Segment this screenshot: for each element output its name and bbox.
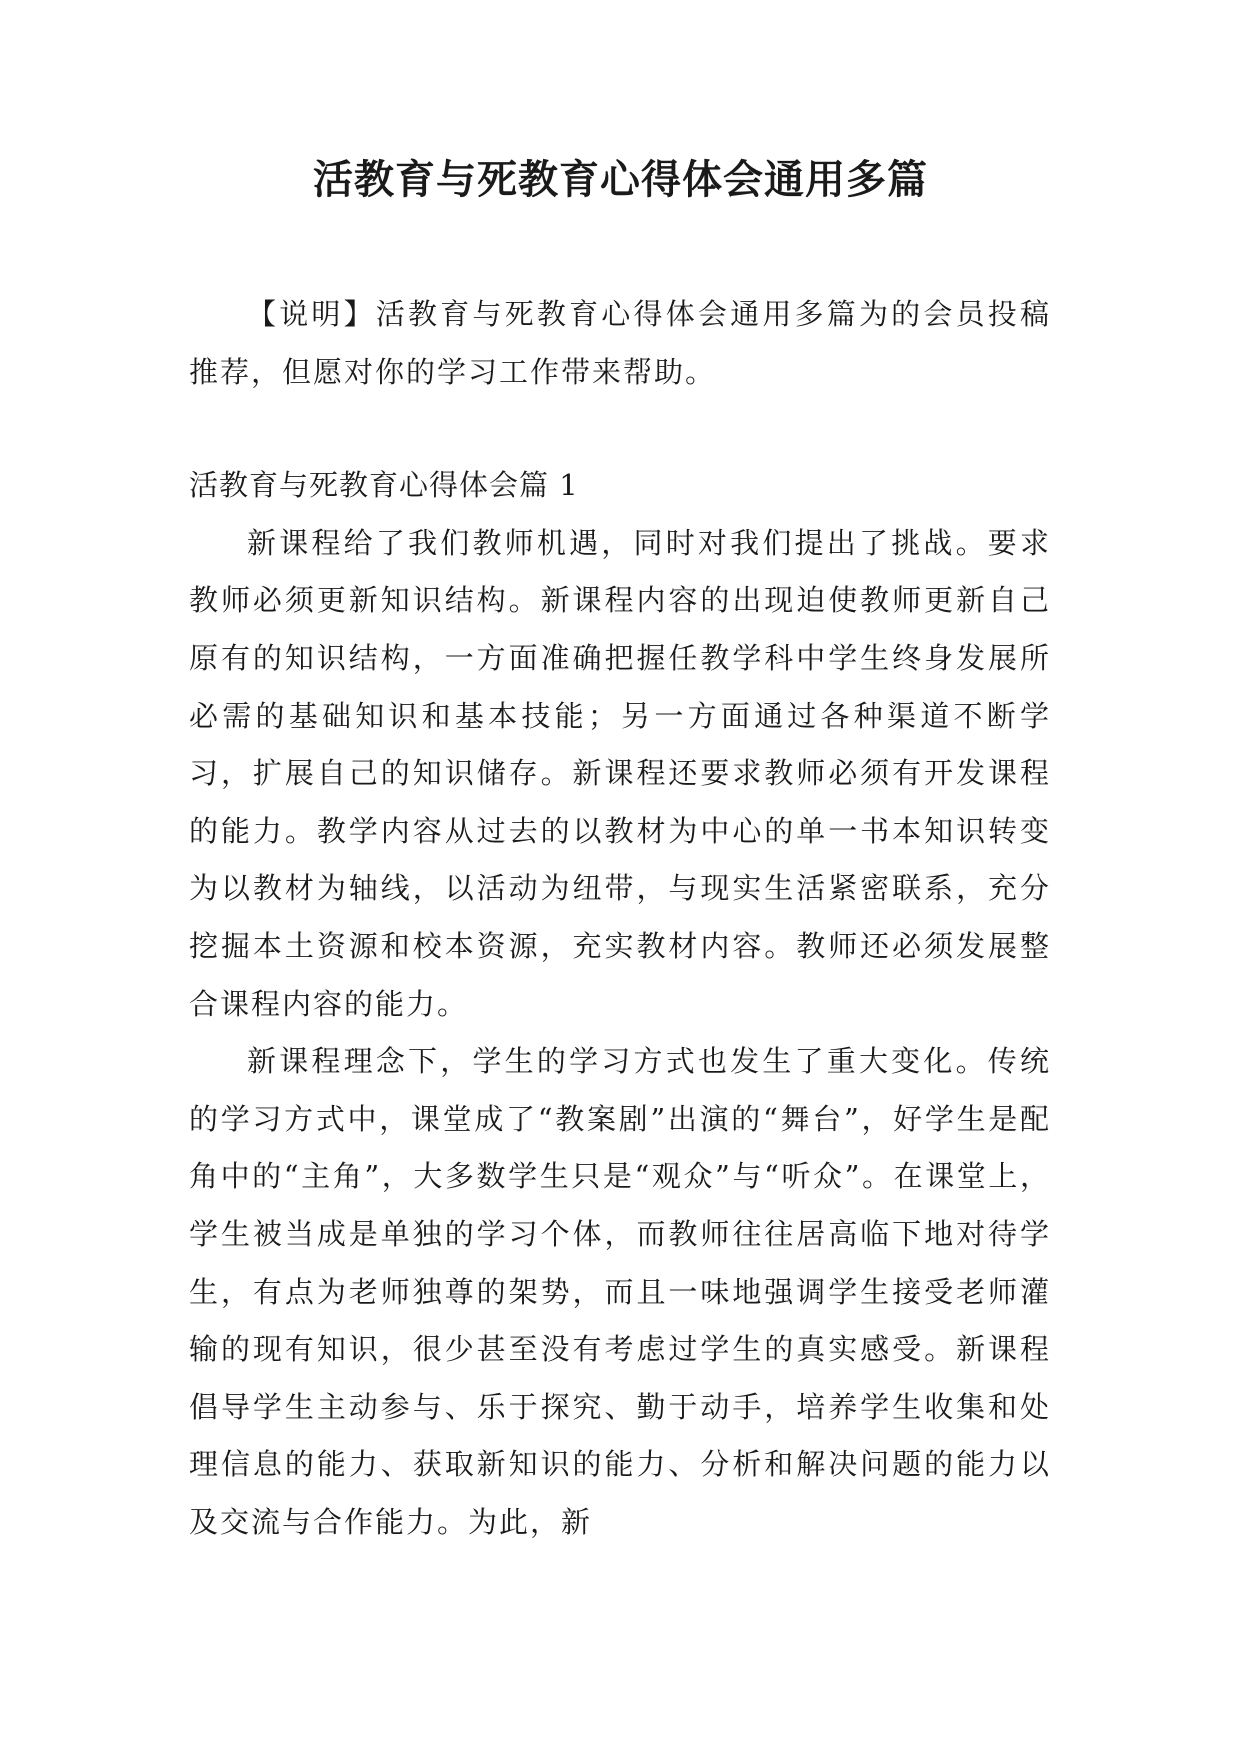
section-1 (189, 457, 1051, 1551)
note-paragraph: 【说明】活教育与死教育心得体会通用多篇为的会员投稿推荐，但愿对你的学习工作带来帮助。 (189, 297, 1051, 389)
section-heading: 活教育与死教育心得体会篇 1 (189, 468, 579, 503)
document-title: 活教育与死教育心得体会通用多篇 (313, 157, 928, 203)
body-paragraph-2: 新课程理念下，学生的学习方式也发生了重大变化。传统的学习方式中，课堂成了“教案剧”出演的“舞台”，好学生是配角中的“主角”，大多数学生只是“观众”与“听众”。在课堂上，学生被当成是单独的学习个体，而教师往往居高临下地对待学生，有点为老师独尊的架势，而且一味地强调学生接受老师灌输的现有知识，很少甚至没有考虑过学生的真实感受。新课程倡导学生主动参与、乐于探究、勤于动手，培养学生收集和处理信息的能力、获取新知识的能力、分析和解决问题的能力以及交流与合作能力。为此，新 (189, 1044, 1051, 1539)
body-paragraph-1: 新课程给了我们教师机遇，同时对我们提出了挑战。要求教师必须更新知识结构。新课程内容的出现迫使教师更新自己原有的知识结构，一方面准确把握任教学科中学生终身发展所必需的基础知识和基本技能；另一方面通过各种渠道不断学习，扩展自己的知识储存。新课程还要求教师必须有开发课程的能力。教学内容从过去的以教材为中心的单一书本知识转变为以教材为轴线，以活动为纽带，与现实生活紧密联系，充分挖掘本土资源和校本资源，充实教材内容。教师还必须发展整合课程内容的能力。 (189, 525, 1051, 1021)
document-body (189, 286, 1051, 1551)
